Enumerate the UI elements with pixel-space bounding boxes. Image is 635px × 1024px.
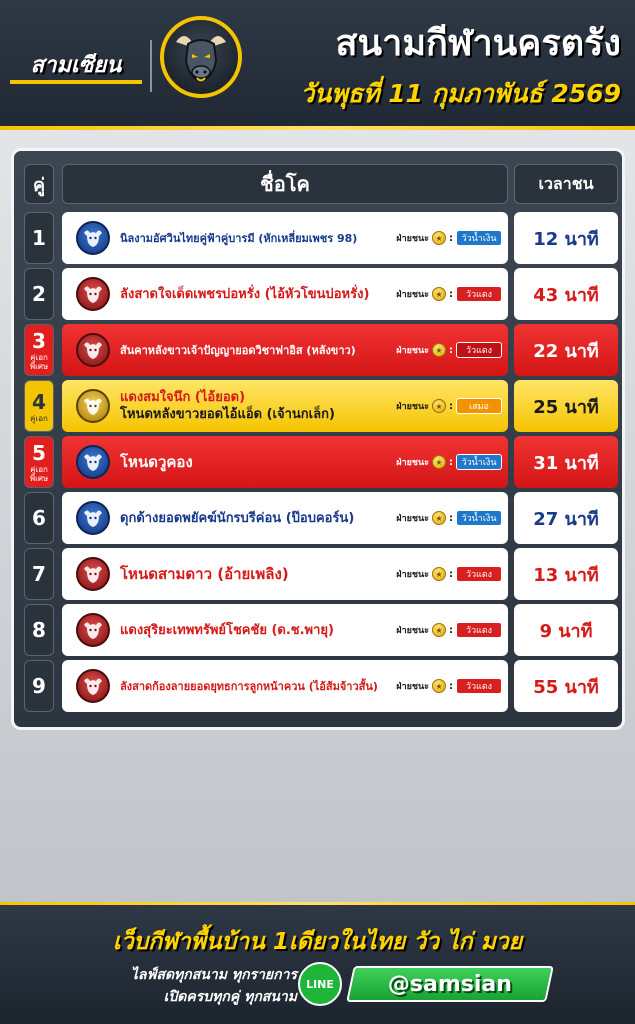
table-row bbox=[14, 212, 628, 264]
pair-number: 8 bbox=[24, 604, 54, 656]
cow-name-pair bbox=[120, 389, 335, 423]
coin-icon: ★ bbox=[432, 623, 446, 637]
live-text-line-2: เปิดครบทุกคู่ ทุกสนาม bbox=[163, 989, 297, 1005]
pair-number: 4 คู่เอก bbox=[24, 380, 54, 432]
coin-icon: ★ bbox=[432, 679, 446, 693]
winner-tag: วัวน้ำเงิน bbox=[456, 230, 502, 246]
fight-duration: 55 นาที bbox=[514, 660, 618, 712]
winner-label: ฝ่ายชนะ bbox=[396, 290, 429, 300]
table-row bbox=[14, 268, 628, 320]
line-handle-button[interactable] bbox=[346, 966, 554, 1002]
fight-duration: 27 นาที bbox=[514, 492, 618, 544]
colon-separator: : bbox=[449, 568, 453, 580]
footer bbox=[0, 902, 635, 1024]
cow-name: แดงสุริยะเทพทรัพย์โชคชัย (ด.ช.พายุ) bbox=[120, 622, 334, 638]
winner-tag: วัวแดง bbox=[456, 678, 502, 694]
winner-indicator bbox=[396, 563, 502, 585]
coin-icon: ★ bbox=[432, 231, 446, 245]
winner-label: ฝ่ายชนะ bbox=[396, 682, 429, 692]
winner-tag: วัวแดง bbox=[456, 342, 502, 358]
fight-duration: 31 นาที bbox=[514, 436, 618, 488]
table-row bbox=[14, 548, 628, 600]
winner-indicator bbox=[396, 227, 502, 249]
coin-icon: ★ bbox=[432, 343, 446, 357]
cow-name-cell bbox=[62, 324, 508, 376]
column-header-name: ชื่อโค bbox=[62, 164, 508, 204]
coin-icon: ★ bbox=[432, 567, 446, 581]
pair-note: คู่เอก พิเศษ bbox=[29, 353, 49, 371]
line-handle-text: @samsian bbox=[387, 971, 512, 997]
winner-tag: วัวแดง bbox=[456, 566, 502, 582]
table-row bbox=[14, 604, 628, 656]
column-header-time: เวลาชน bbox=[514, 164, 618, 204]
line-app-icon[interactable] bbox=[298, 962, 342, 1006]
fight-duration: 25 นาที bbox=[514, 380, 618, 432]
winner-label: ฝ่ายชนะ bbox=[396, 458, 429, 468]
cow-name-cell bbox=[62, 268, 508, 320]
pair-number: 1 bbox=[24, 212, 54, 264]
page-title: สนามกีฬานครตรัง bbox=[335, 23, 621, 64]
fight-duration: 22 นาที bbox=[514, 324, 618, 376]
cow-name-cell bbox=[62, 436, 508, 488]
winner-label: ฝ่ายชนะ bbox=[396, 234, 429, 244]
pair-note: คู่เอก พิเศษ bbox=[29, 465, 49, 483]
fight-duration: 9 นาที bbox=[514, 604, 618, 656]
winner-indicator bbox=[396, 283, 502, 305]
red-bull-icon bbox=[76, 277, 110, 311]
cow-name: โหนดวูคอง bbox=[120, 452, 193, 471]
table-row bbox=[14, 660, 628, 712]
cow-name: นิลงามอัศวินไทยคู่ฟ้าคู่บารมี (หักเหลี่ยมเพชร 98) bbox=[120, 231, 358, 245]
winner-indicator bbox=[396, 451, 502, 473]
winner-indicator bbox=[396, 395, 502, 417]
cow-name-red: แดงสมใจนึก (ไอ้ยอด) bbox=[120, 390, 246, 405]
winner-tag: วัวน้ำเงิน bbox=[456, 454, 502, 470]
results-board bbox=[11, 148, 625, 730]
pair-number: 6 bbox=[24, 492, 54, 544]
colon-separator: : bbox=[449, 288, 453, 300]
fight-duration: 43 นาที bbox=[514, 268, 618, 320]
colon-separator: : bbox=[449, 624, 453, 636]
blue-bull-icon bbox=[76, 445, 110, 479]
red-bull-icon bbox=[76, 557, 110, 591]
red-bull-icon bbox=[76, 613, 110, 647]
brand-logo-text: สามเซียน bbox=[10, 48, 142, 84]
winner-tag: เสมอ bbox=[456, 398, 502, 414]
colon-separator: : bbox=[449, 344, 453, 356]
coin-icon: ★ bbox=[432, 287, 446, 301]
cow-name-cell bbox=[62, 548, 508, 600]
pair-number: 2 bbox=[24, 268, 54, 320]
fight-duration: 13 นาที bbox=[514, 548, 618, 600]
cow-name-cell bbox=[62, 212, 508, 264]
coin-icon: ★ bbox=[432, 399, 446, 413]
table-row bbox=[14, 492, 628, 544]
winner-indicator bbox=[396, 339, 502, 361]
red-bull-icon bbox=[76, 669, 110, 703]
blue-bull-icon bbox=[76, 221, 110, 255]
colon-separator: : bbox=[449, 512, 453, 524]
pair-number: 9 bbox=[24, 660, 54, 712]
winner-label: ฝ่ายชนะ bbox=[396, 570, 429, 580]
cow-name-cell bbox=[62, 604, 508, 656]
gold-bull-icon bbox=[76, 389, 110, 423]
pair-number: 7 bbox=[24, 548, 54, 600]
winner-indicator bbox=[396, 619, 502, 641]
winner-label: ฝ่ายชนะ bbox=[396, 514, 429, 524]
winner-tag: วัวน้ำเงิน bbox=[456, 510, 502, 526]
cow-name-cell bbox=[62, 380, 508, 432]
cow-name-cell bbox=[62, 492, 508, 544]
bull-head-icon bbox=[160, 16, 242, 98]
cow-name: สันคาหลังขาวเจ้าปัญญายอดวิชาฟาอิส (หลังขาว) bbox=[120, 343, 356, 357]
cow-name: ดุกด้างยอดพยัคฆ์นักรบรีค่อน (ป๊อบคอร์น) bbox=[120, 510, 355, 526]
cow-name: โหนดสามดาว (อ้ายเพลิง) bbox=[120, 564, 289, 583]
cow-name-blue: โหนดหลังขาวยอดไอ้แอ็ด (เจ้านกเล็ก) bbox=[120, 407, 335, 422]
winner-label: ฝ่ายชนะ bbox=[396, 346, 429, 356]
brand-divider bbox=[150, 40, 152, 92]
live-text-line-1: ไลฟ์สดทุกสนาม ทุกรายการ bbox=[130, 967, 297, 983]
footer-tagline: เว็บกีฬาพื้นบ้าน 1เดียวในไทย วัว ไก่ มวย bbox=[112, 929, 523, 955]
cow-name: ลังสาดก้องลายยอดยุทธการลูกหน้าควน (ไอ้ส้มจ้าวสั้น) bbox=[120, 679, 378, 693]
coin-icon: ★ bbox=[432, 455, 446, 469]
colon-separator: : bbox=[449, 680, 453, 692]
winner-indicator bbox=[396, 675, 502, 697]
pair-number: 5 คู่เอก พิเศษ bbox=[24, 436, 54, 488]
column-header-pair: คู่ bbox=[24, 164, 54, 204]
cow-name-cell bbox=[62, 660, 508, 712]
red-bull-icon bbox=[76, 333, 110, 367]
winner-tag: วัวแดง bbox=[456, 286, 502, 302]
line-app-label: LINE bbox=[306, 977, 334, 991]
winner-indicator bbox=[396, 507, 502, 529]
header bbox=[0, 0, 635, 130]
colon-separator: : bbox=[449, 232, 453, 244]
winner-label: ฝ่ายชนะ bbox=[396, 402, 429, 412]
cow-name: ลังสาดใจเด็ดเพชรบ่อหรั่ง (ไอ้หัวโขนบ่อหรั่ง) bbox=[120, 286, 370, 302]
colon-separator: : bbox=[449, 400, 453, 412]
table-row bbox=[14, 436, 628, 488]
colon-separator: : bbox=[449, 456, 453, 468]
coin-icon: ★ bbox=[432, 511, 446, 525]
winner-label: ฝ่ายชนะ bbox=[396, 626, 429, 636]
event-date: วันพุธที่ 11 กุมภาพันธ์ 2569 bbox=[300, 79, 621, 108]
pair-number: 3 คู่เอก พิเศษ bbox=[24, 324, 54, 376]
pair-note: คู่เอก bbox=[30, 413, 48, 423]
blue-bull-icon bbox=[76, 501, 110, 535]
table-row bbox=[14, 380, 628, 432]
table-row bbox=[14, 324, 628, 376]
winner-tag: วัวแดง bbox=[456, 622, 502, 638]
fight-duration: 12 นาที bbox=[514, 212, 618, 264]
